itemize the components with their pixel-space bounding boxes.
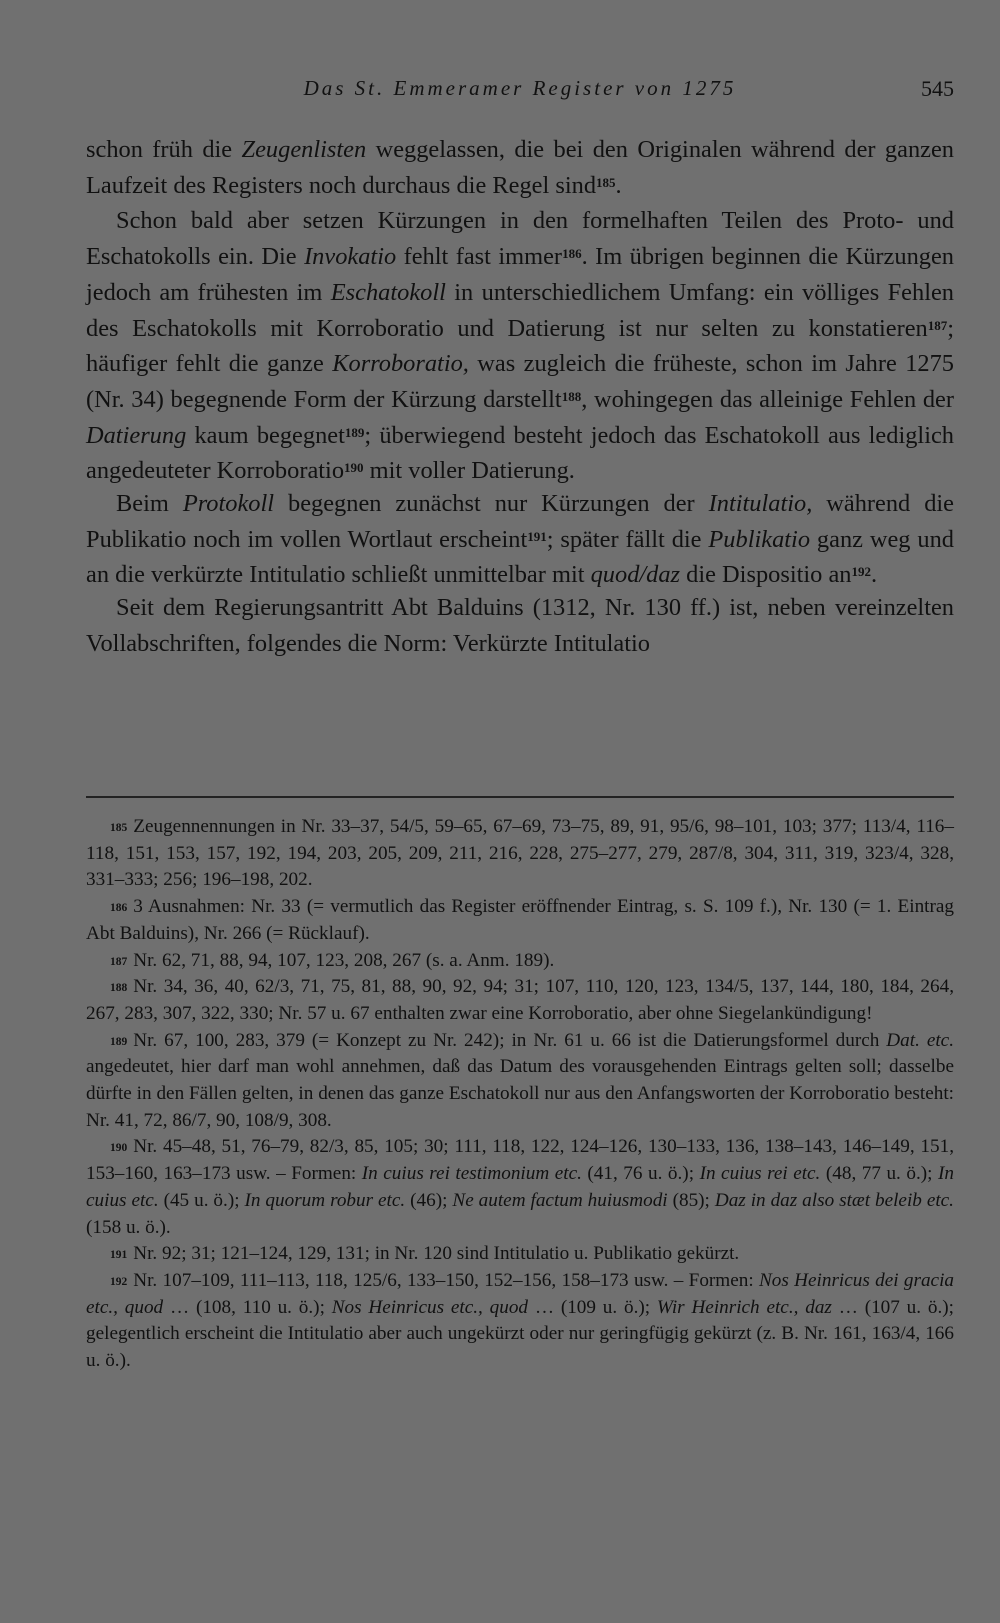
footnote-number: 185 [110,822,128,834]
italic-term: In cuius rei etc. [699,1163,821,1185]
footnote-number: 190 [110,1142,128,1155]
footnote-ref-186: 186 [562,246,582,262]
text-run: was zugleich die früheste, schon im Jahre 1275 (Nr. 34) begegnende Form der Kürzung darstellt [86,350,954,413]
text-run: . [615,171,622,199]
footnote-ref-187: 187 [927,317,948,333]
text-run: begegnen zunächst nur Kürzungen der [274,490,709,518]
running-title: Das St. Emmeramer Register von 1275 [303,76,737,100]
italic-term: Nos Heinricus dei gracia etc., quod [86,1269,954,1318]
paragraph-3 [86,486,954,593]
page-header [86,76,954,108]
text-run: in unterschiedlichem Umfang: ein völliges Fehlen des Eschatokolls mit Korroboratio und Datierung ist nur selten zu konstatieren [86,278,954,342]
footnote-187 [86,948,954,975]
book-page [86,0,954,1623]
text-run: ; später fällt die [546,525,709,553]
italic-term: Intitulatio, [708,490,813,518]
footnote-ref-189: 189 [344,424,365,440]
footnote-192 [86,1268,954,1375]
footnote-text: Nr. 34, 36, 40, 62/3, 71, 75, 81, 88, 90, 92, 94; 31; 107, 110, 120, 123, 134/5, 137, 144, 180, 184, 264, 267, 283, 307, 322, 330; Nr. 57 u. 67 enthalten zwar eine Korroboratio, aber ohne Siegelankündigung! [86,976,954,1024]
footnote-186 [86,894,954,947]
footnote-number: 186 [110,902,128,915]
italic-term: Wir Heinrich etc., daz [656,1296,832,1318]
footnote-ref-190: 190 [344,460,364,476]
footnote-number: 187 [110,955,128,968]
italic-term: quod/daz [590,561,681,589]
text-run: ganz weg und an die verkürzte Intitulatio schließt unmittelbar mit [86,525,954,589]
footnote-text: (85); [667,1189,715,1211]
footnote-text: Nr. 92; 31; 121–124, 129, 131; in Nr. 120 sind Intitulatio u. Publikatio gekürzt. [133,1243,740,1265]
text-run: während die Publikatio noch im vollen Wortlaut erscheint [86,490,954,553]
footnote-188 [86,974,954,1027]
footnote-text: (48, 77 u. ö.); [820,1163,939,1185]
italic-term: Zeugenlisten [241,136,367,163]
text-run: schon früh die [86,136,242,163]
footnote-189 [86,1028,954,1135]
footnote-text: (46); [405,1189,453,1211]
text-run: die Dispositio an [680,561,852,589]
footnote-text: Zeugennennungen in Nr. 33–37, 54/5, 59–65, 67–69, 73–75, 89, 91, 95/6, 98–101, 103; 377; 113/4, 116–118, 151, 153, 157, 192, 194, 203, 205, 209, 211, 216, 228, 275–277, 279, 287/8, 304, 311, 319, 323/4, 328, 331–333; 256; 196–198, 202. [86,816,954,891]
paragraph-2 [86,203,954,489]
footnote-number: 192 [110,1275,128,1288]
footnote-text: Nr. 45–48, 51, 76–79, 82/3, 85, 105; 30; 111, 118, 122, 124–126, 130–133, 136, 138–143, 146–149, 151, 153–160, 163–173 usw. – Formen: [86,1136,954,1185]
italic-term: Invokatio [304,243,397,271]
italic-term: Protokoll [182,490,275,518]
footnote-text: 3 Ausnahmen: Nr. 33 (= vermutlich das Register eröffnender Eintrag, s. S. 109 f.), Nr. 130 (= 1. Eintrag Abt Balduins), Nr. 266 (= Rücklauf). [86,896,954,944]
italic-term: Datierung [86,421,187,449]
text-run: . [870,561,878,589]
footnote-number: 189 [110,1035,128,1048]
italic-term: In quorum robur etc. [244,1189,406,1211]
text-run: Schon bald aber setzen Kürzungen in den formelhaften Teilen des Proto- und Eschatokolls ein. Die [86,207,954,271]
footnote-text: angedeutet, hier darf man wohl annehmen, daß das Datum des vorausgehenden Eintrags gelten soll; dasselbe dürfte in den Fällen gelten, in denen das ganze Eschatokoll nur aus den Anfangsworten der Korroboratio besteht: Nr. 41, 72, 86/7, 90, 108/9, 308. [86,1056,954,1131]
footnote-number: 188 [110,982,128,995]
footnote-text: … (109 u. ö.); [528,1296,657,1318]
footnote-text: (158 u. ö.). [86,1216,171,1238]
footnote-text: (41, 76 u. ö.); [581,1163,700,1185]
text-run: mit voller Datierung. [363,457,575,485]
footnote-text: Nr. 62, 71, 88, 94, 107, 123, 208, 267 (s. a. Anm. 189). [133,949,555,971]
footnote-number: 191 [110,1249,128,1262]
footnote-ref-192: 192 [851,564,871,580]
text-run: fehlt fast immer [396,243,563,271]
text-run: ; überwiegend besteht jedoch das Eschatokoll aus lediglich angedeuteter Korroboratio [86,421,954,485]
footnote-text: Nr. 67, 100, 283, 379 (= Konzept zu Nr. 242); in Nr. 61 u. 66 ist die Datierungsformel durch [133,1029,887,1051]
footnote-text: (45 u. ö.); [158,1189,245,1211]
italic-term: Eschatokoll [330,278,446,306]
footnote-191 [86,1241,954,1268]
footnote-ref-191: 191 [527,528,547,544]
italic-term: Korroboratio, [332,350,469,378]
text-run: ; häufiger fehlt die ganze [86,314,954,378]
text-run: kaum begegnet [186,421,345,449]
text-run: Beim [116,490,183,518]
footnote-ref-188: 188 [561,388,582,404]
paragraph-1 [86,132,954,203]
footnote-ref-185: 185 [596,174,616,190]
page-number: 545 [921,76,954,101]
footnote-divider [86,796,954,798]
italic-term: Nos Heinricus etc., quod [331,1296,529,1318]
italic-term: Ne autem factum huiusmodi [452,1189,668,1211]
italic-term: Daz in daz also stæt beleib etc. [714,1189,954,1211]
text-run: , wohingegen das alleinige Fehlen der [581,385,954,413]
paragraph-4 [86,590,954,661]
footnote-text: … (107 u. ö.); gelegentlich erscheint die Intitulatio aber auch ungekürzt oder nur geringfügig gekürzt (z. B. Nr. 161, 163/4, 166 u. ö.). [86,1296,954,1372]
text-run: Seit dem Regierungsantritt Abt Balduins (1312, Nr. 130 ff.) ist, neben vereinzelten Vollabschriften, folgendes die Norm: Verkürzte Intitulatio [86,594,954,657]
main-text [86,132,954,662]
footnote-190 [86,1134,954,1241]
footnote-185 [86,814,954,894]
footnote-text: Nr. 107–109, 111–113, 118, 125/6, 133–150, 152–156, 158–173 usw. – Formen: [133,1269,759,1291]
footnotes [86,814,954,1375]
italic-term: In cuius etc. [86,1163,954,1211]
italic-term: In cuius rei testimonium etc. [361,1163,582,1185]
italic-term: Publikatio [708,525,811,553]
italic-term: Dat. etc. [886,1029,954,1051]
text-run: . Im übrigen beginnen die Kürzungen jedoch am frühesten im [86,243,954,306]
footnote-text: … (108, 110 u. ö.); [163,1296,332,1318]
text-run: weggelassen, die bei den Originalen während der ganzen Laufzeit des Registers noch durchaus die Regel sind [86,136,954,199]
